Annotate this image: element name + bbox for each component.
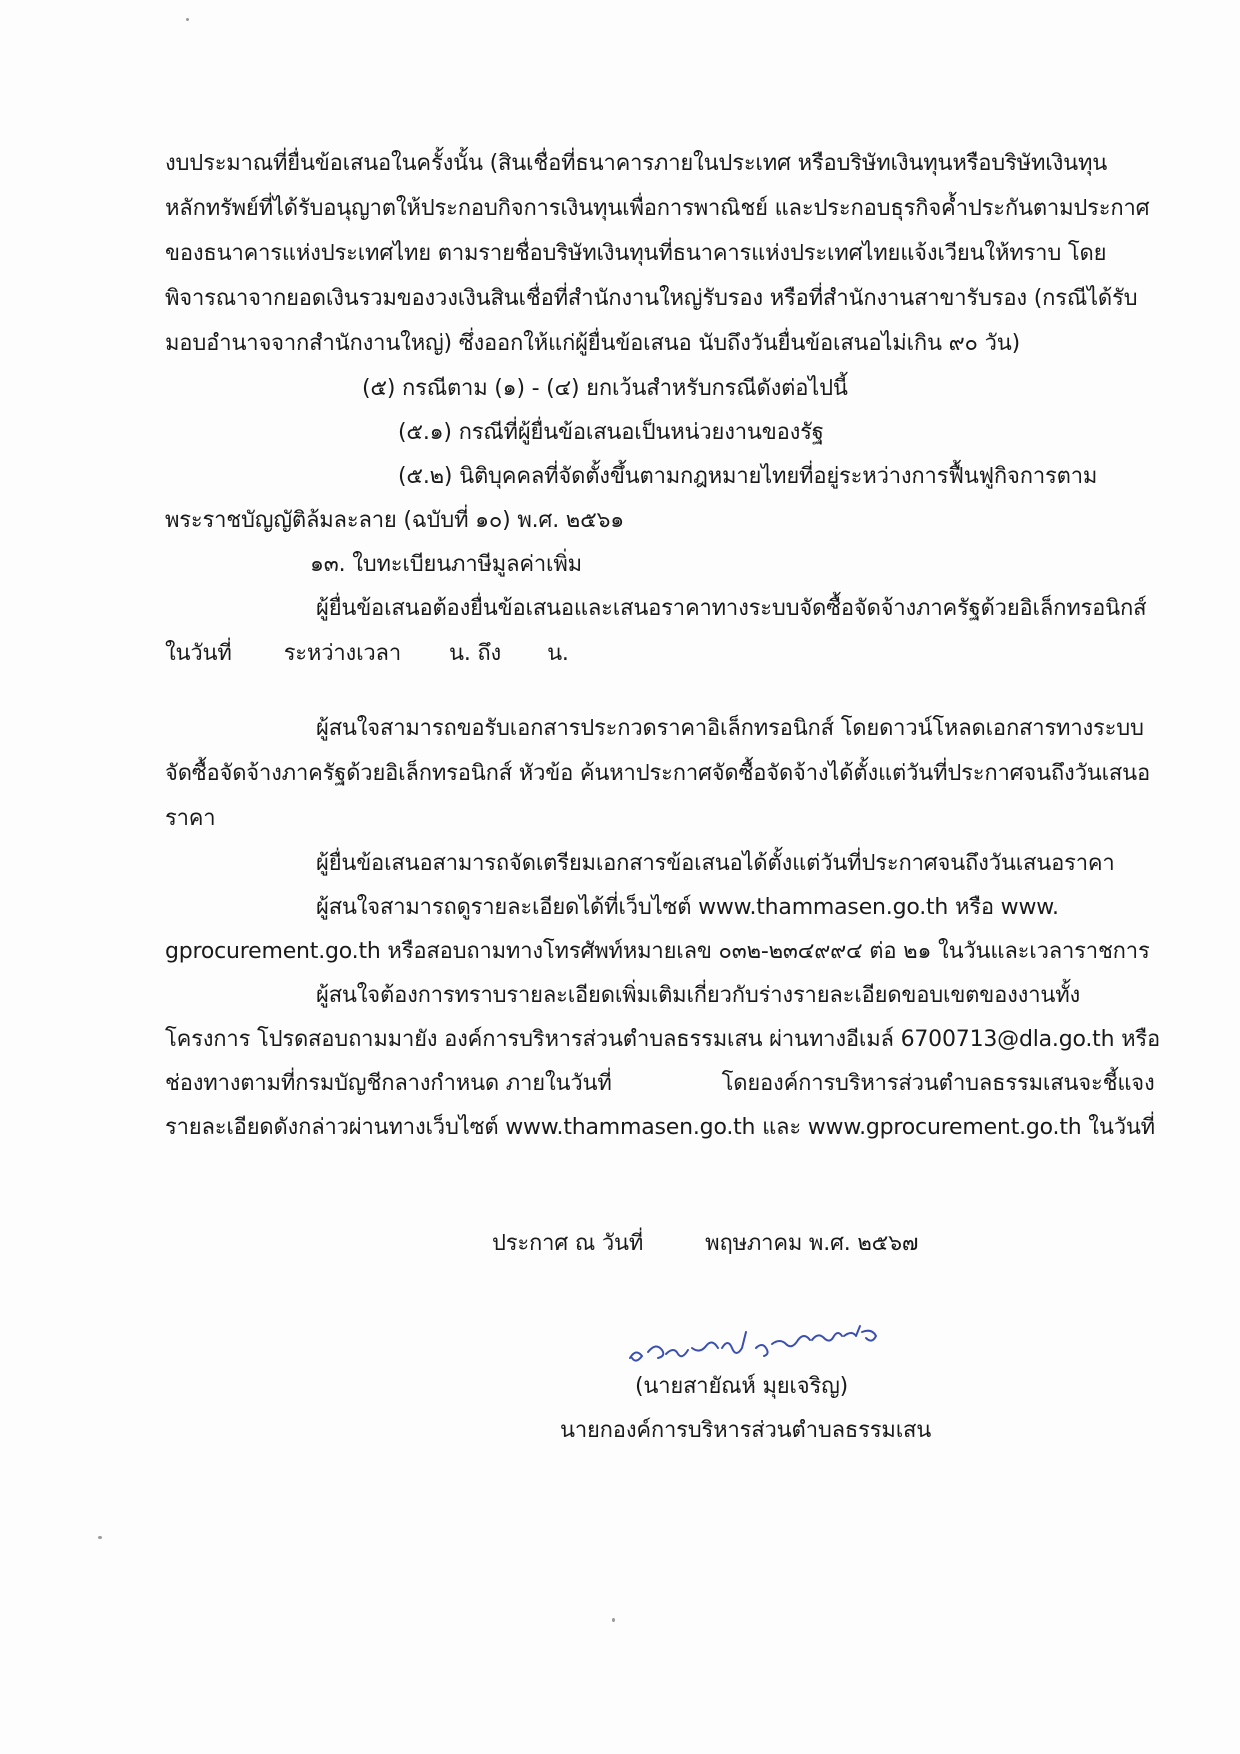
announcement-label: ประกาศ ณ วันที่ xyxy=(492,1231,644,1256)
submission-date-label: ในวันที่ xyxy=(165,641,232,666)
body-line: ของธนาคารแห่งประเทศไทย ตามรายชื่อบริษัทเงินทุนที่ธนาคารแห่งประเทศไทยแจ้งเวียนให้ทราบ โดย xyxy=(165,241,1107,266)
scan-speck xyxy=(186,18,189,21)
clause-13: ๑๓. ใบทะเบียนภาษีมูลค่าเพิ่ม xyxy=(310,552,582,577)
scan-speck xyxy=(98,1536,102,1539)
body-line: มอบอำนาจจากสำนักงานใหญ่) ซึ่งออกให้แก่ผู้ยื่นข้อเสนอ นับถึงวันยื่นข้อเสนอไม่เกิน ๙๐ วัน) xyxy=(165,331,1020,356)
submission-time-label: ระหว่างเวลา xyxy=(283,641,401,666)
handwritten-signature xyxy=(600,1318,930,1378)
info-line: ผู้ยื่นข้อเสนอสามารถจัดเตรียมเอกสารข้อเสนอได้ตั้งแต่วันที่ประกาศจนถึงวันเสนอราคา xyxy=(316,851,1115,876)
info-line: จัดซื้อจัดจ้างภาครัฐด้วยอิเล็กทรอนิกส์ หัวข้อ ค้นหาประกาศจัดซื้อจัดจ้างได้ตั้งแต่วันที่ประกาศจนถึงวันเสนอ xyxy=(165,761,1150,786)
submission-time-to: น. xyxy=(547,641,569,666)
submission-time-from: น. ถึง xyxy=(448,641,502,666)
body-line: พิจารณาจากยอดเงินรวมของวงเงินสินเชื่อที่สำนักงานใหญ่รับรอง หรือที่สำนักงานสาขารับรอง (กรณีได้รับ xyxy=(165,286,1138,311)
announcement-month-year: พฤษภาคม พ.ศ. ๒๕๖๗ xyxy=(705,1231,919,1256)
signer-title: นายกองค์การบริหารส่วนตำบลธรรมเสน xyxy=(560,1418,932,1443)
info-line-phone: gprocurement.go.th หรือสอบถามทางโทรศัพท์หมายเลข ๐๓๒-๒๓๔๙๙๔ ต่อ ๒๑ ในวันและเวลาราชการ xyxy=(165,939,1150,964)
signer-name: (นายสายัณห์ มุยเจริญ) xyxy=(635,1374,848,1399)
body-line: งบประมาณที่ยื่นข้อเสนอในครั้งนั้น (สินเชื่อที่ธนาคารภายในประเทศ หรือบริษัทเงินทุนหรือบริษัทเงินทุน xyxy=(165,151,1108,176)
clause-5-2: (๕.๒) นิติบุคคลที่จัดตั้งขึ้นตามกฎหมายไทยที่อยู่ระหว่างการฟื้นฟูกิจการตาม xyxy=(398,464,1098,489)
info-line: ผู้สนใจสามารถขอรับเอกสารประกวดราคาอิเล็กทรอนิกส์ โดยดาวน์โหลดเอกสารทางระบบ xyxy=(316,716,1144,741)
channel-clarify-label: โดยองค์การบริหารส่วนตำบลธรรมเสนจะชี้แจง xyxy=(721,1071,1155,1096)
body-line: หลักทรัพย์ที่ได้รับอนุญาตให้ประกอบกิจการเงินทุนเพื่อการพาณิชย์ และประกอบธุรกิจค้ำประกันตามประกาศ xyxy=(165,196,1150,221)
body-line: พระราชบัญญัติล้มละลาย (ฉบับที่ ๑๐) พ.ศ. ๒๕๖๑ xyxy=(165,508,625,533)
info-line-email: โครงการ โปรดสอบถามมายัง องค์การบริหารส่วนตำบลธรรมเสน ผ่านทางอีเมล์ 6700713@dla.go.th หรือ xyxy=(165,1027,1161,1052)
info-line-website: ผู้สนใจสามารถดูรายละเอียดได้ที่เว็บไซต์ www.thammasen.go.th หรือ www. xyxy=(316,895,1059,920)
info-line: ราคา xyxy=(165,806,216,831)
scan-speck xyxy=(612,1618,615,1622)
clause-5-1: (๕.๑) กรณีที่ผู้ยื่นข้อเสนอเป็นหน่วยงานของรัฐ xyxy=(398,420,824,445)
channel-line xyxy=(165,1069,1155,1099)
final-info-line: รายละเอียดดังกล่าวผ่านทางเว็บไซต์ www.thammasen.go.th และ www.gprocurement.go.th ในวันที่ xyxy=(165,1115,1155,1140)
submission-date-line xyxy=(165,639,569,669)
channel-deadline-label: ช่องทางตามที่กรมบัญชีกลางกำหนด ภายในวันที่ xyxy=(165,1071,612,1096)
announcement-date-line xyxy=(492,1229,918,1259)
submission-paragraph: ผู้ยื่นข้อเสนอต้องยื่นข้อเสนอและเสนอราคาทางระบบจัดซื้อจัดจ้างภาครัฐด้วยอิเล็กทรอนิกส์ xyxy=(316,596,1147,621)
info-line: ผู้สนใจต้องการทราบรายละเอียดเพิ่มเติมเกี่ยวกับร่างรายละเอียดขอบเขตของงานทั้ง xyxy=(316,983,1081,1008)
clause-5: (๕) กรณีตาม (๑) - (๔) ยกเว้นสำหรับกรณีดังต่อไปนี้ xyxy=(362,376,848,401)
